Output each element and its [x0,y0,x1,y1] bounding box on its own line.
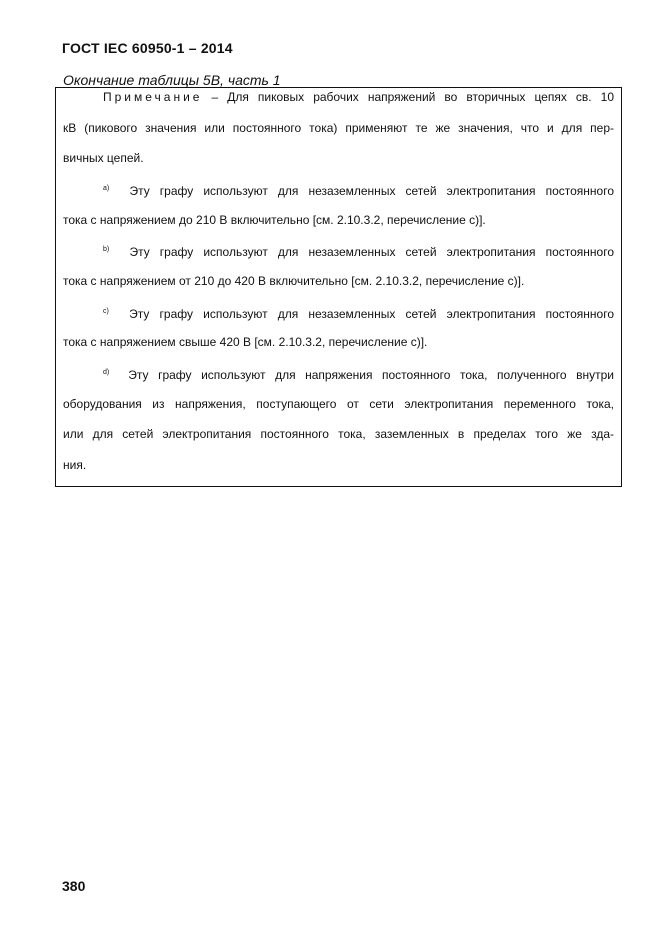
footnote-d-line-2: оборудования из напряжения, поступающего от сети электропитания переменного тока, [63,397,614,411]
footnote-a-line-2: тока с напряжением до 210 В включительно [см. 2.10.3.2, перечисление с)]. [63,213,486,227]
page-number: 380 [62,878,86,894]
footnote-d-text-1: Эту графу используют для напряжения постоянного тока, полученного внутри [128,368,614,382]
note-label: Примечание [103,90,203,104]
footnote-c-mark: c) [103,308,109,315]
footnote-b-line-2: тока с напряжением от 210 до 420 В включительно [см. 2.10.3.2, перечисление с)]. [63,274,525,288]
footnote-d-line-1 [63,366,614,382]
footnote-b-mark: b) [103,246,110,253]
footnote-d-line-3: или для сетей электропитания постоянного тока, заземленных в пределах того же зда- [63,427,614,441]
footnote-c-line-1 [63,305,614,321]
note-text-1: – Для пиковых рабочих напряжений во вторичных цепях св. 10 [202,90,614,104]
footnote-a-text-1: Эту графу используют для незаземленных сетей электропитания постоянного [129,184,614,198]
footnote-d-line-4: ния. [63,458,87,472]
note-line-2: кВ (пикового значения или постоянного тока) применяют те же значения, что и для пер- [63,121,614,135]
footnote-a-line-1 [63,182,614,198]
footnote-a-mark: a) [103,185,110,192]
document-header: ГОСТ IEC 60950-1 – 2014 [62,40,233,56]
table-caption: Окончание таблицы 5В, часть 1 [63,72,281,88]
footnote-c-text-1: Эту графу используют для незаземленных сетей электропитания постоянного [129,307,615,321]
footnote-b-text-1: Эту графу используют для незаземленных сетей электропитания постоянного [129,245,614,259]
footnote-b-line-1 [63,243,614,259]
table-notes-box [55,87,622,487]
note-line-1 [63,90,614,104]
footnote-d-mark: d) [103,369,110,376]
footnote-c-line-2: тока с напряжением свыше 420 В [см. 2.10.3.2, перечисление с)]. [63,335,428,349]
note-line-3: вичных цепей. [63,151,144,165]
